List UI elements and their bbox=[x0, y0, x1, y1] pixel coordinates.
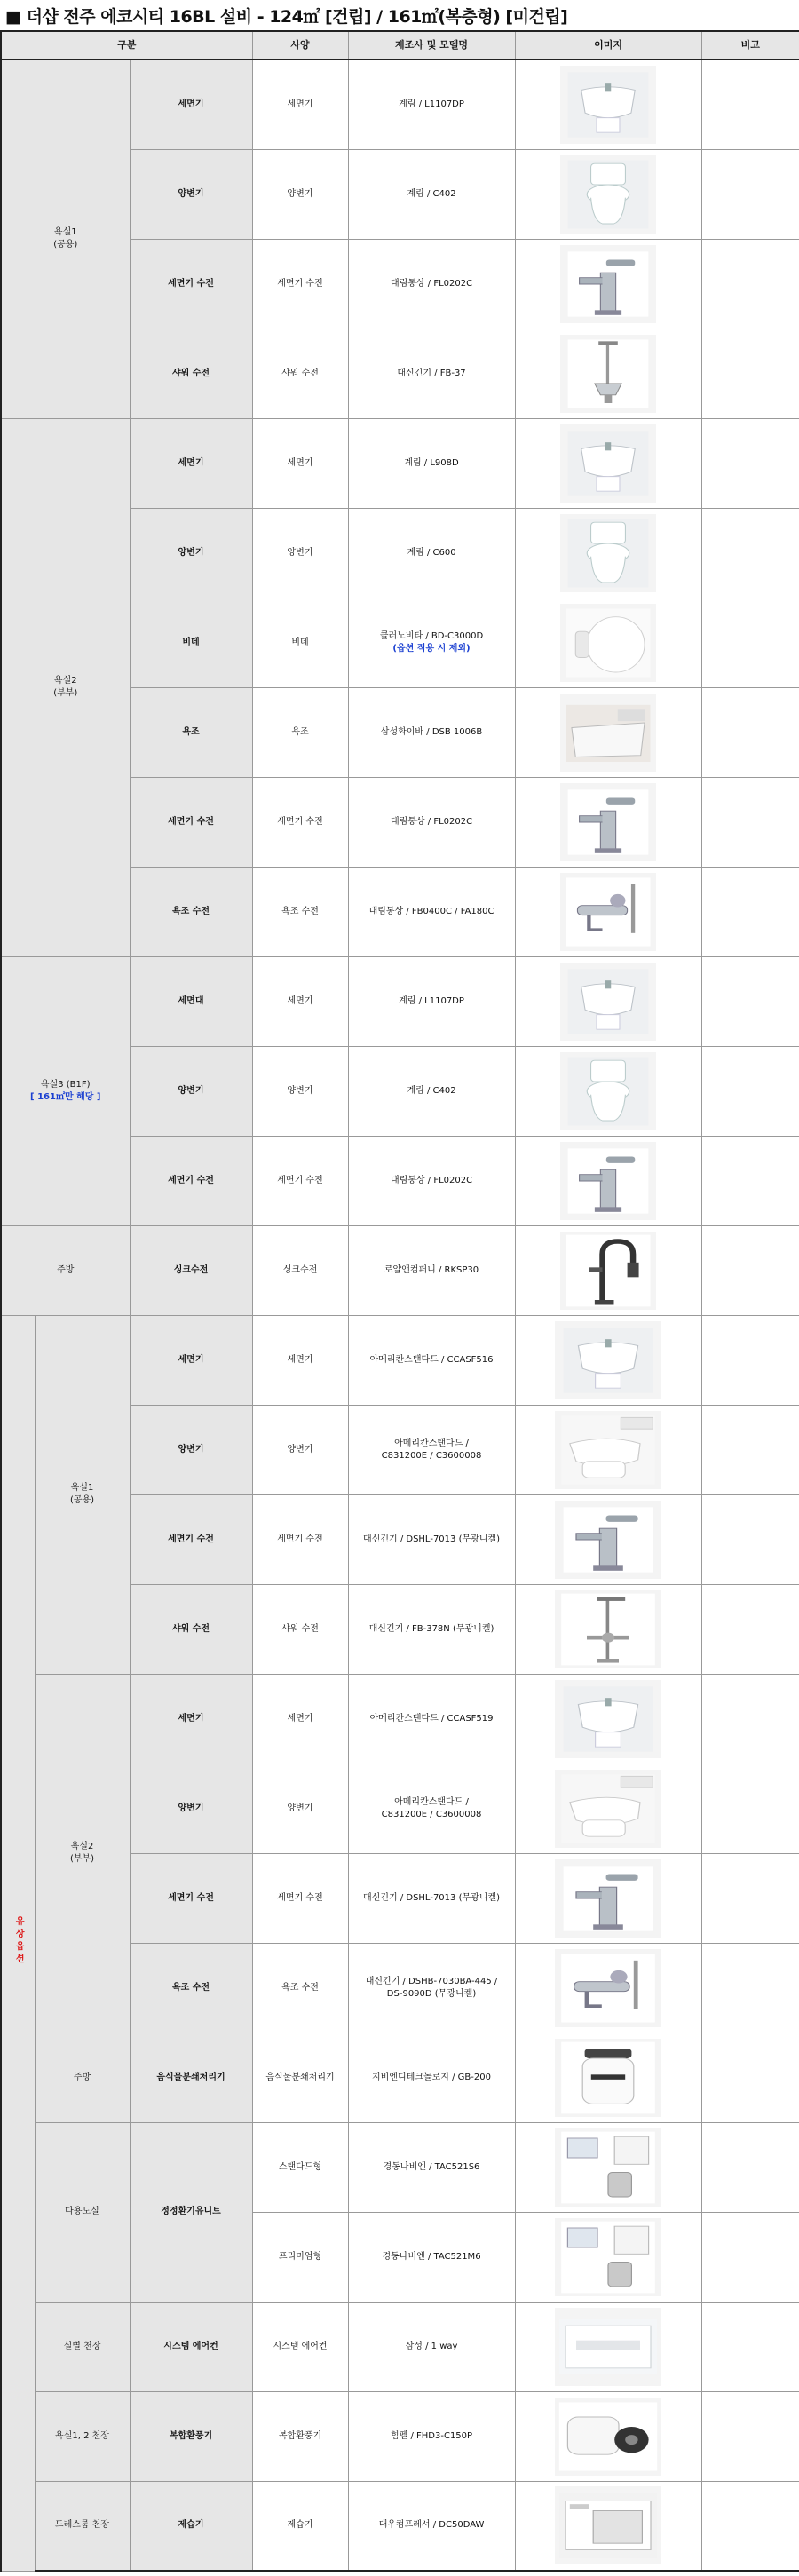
option-label-text: 유상옵션 bbox=[13, 1915, 24, 1966]
maker-cell bbox=[348, 2302, 515, 2391]
image-cell bbox=[515, 1405, 701, 1494]
room-name: 욕실2 bbox=[53, 676, 77, 686]
image-cell bbox=[515, 329, 701, 418]
item-name: 샤워 수전 bbox=[130, 329, 252, 418]
maker-cell bbox=[348, 1674, 515, 1764]
maker-text: 계림 / C402 bbox=[407, 188, 456, 199]
room-name: 욕실1 bbox=[70, 1483, 94, 1493]
spec-cell: 양변기 bbox=[252, 1405, 348, 1494]
table-row bbox=[1, 1315, 799, 1405]
table-row bbox=[1, 956, 799, 1046]
table-row bbox=[1, 59, 799, 149]
spec-cell: 샤워 수전 bbox=[252, 1584, 348, 1674]
maker-text: 대신긴기 / DSHB-7030BA-445 / bbox=[365, 1976, 498, 1986]
table-row bbox=[1, 1674, 799, 1764]
maker-text: 계림 / L1107DP bbox=[399, 995, 464, 1006]
room-sub: [ 161㎡만 해당 ] bbox=[30, 1091, 101, 1102]
maker-cell bbox=[348, 1405, 515, 1494]
room-label bbox=[35, 2481, 130, 2571]
image-cell bbox=[515, 1046, 701, 1136]
maker-text: 삼성 / 1 way bbox=[405, 2341, 458, 2351]
maker-text-2: DS-9090D (무광니켈) bbox=[386, 1988, 477, 1999]
room-name: 드레스룸 천장 bbox=[54, 2520, 110, 2531]
image-cell bbox=[515, 2391, 701, 2481]
item-name: 욕조 bbox=[130, 687, 252, 777]
spec-cell: 스탠다드형 bbox=[252, 2122, 348, 2212]
maker-text: 대신긴기 / DSHL-7013 (무광니켈) bbox=[363, 1892, 501, 1903]
maker-text: 힘펠 / FHD3-C150P bbox=[390, 2430, 473, 2441]
maker-cell bbox=[348, 2481, 515, 2571]
maker-cell bbox=[348, 1225, 515, 1315]
maker-text: 대림통상 / FL0202C bbox=[390, 816, 473, 827]
image-cell bbox=[515, 1225, 701, 1315]
item-name: 비데 bbox=[130, 598, 252, 687]
maker-text: 콜러노비타 / BD-C3000D bbox=[379, 630, 484, 641]
image-cell bbox=[515, 2122, 701, 2212]
note-cell bbox=[701, 2212, 799, 2302]
maker-cell bbox=[348, 1136, 515, 1225]
spec-cell: 세면기 수전 bbox=[252, 777, 348, 867]
maker-text: 아메리칸스탠다드 / bbox=[394, 1796, 469, 1807]
item-name: 세면기 수전 bbox=[130, 1494, 252, 1584]
table-row bbox=[1, 2033, 799, 2122]
item-name: 양변기 bbox=[130, 1046, 252, 1136]
room-label bbox=[1, 1225, 130, 1315]
maker-cell bbox=[348, 59, 515, 149]
maker-cell bbox=[348, 687, 515, 777]
image-cell bbox=[515, 2481, 701, 2571]
header-note: 비고 bbox=[701, 31, 799, 59]
item-name: 샤워 수전 bbox=[130, 1584, 252, 1674]
room-label bbox=[35, 2122, 130, 2302]
image-cell bbox=[515, 956, 701, 1046]
bath-fan-icon bbox=[555, 2398, 661, 2476]
note-cell bbox=[701, 1405, 799, 1494]
image-cell bbox=[515, 867, 701, 956]
image-cell bbox=[515, 2212, 701, 2302]
faucet-icon bbox=[560, 245, 656, 323]
bath-faucet-icon bbox=[560, 873, 656, 951]
shower-faucet-icon bbox=[560, 335, 656, 413]
maker-text: 아메리칸스탠다드 / bbox=[394, 1438, 469, 1448]
spec-cell: 욕조 수전 bbox=[252, 867, 348, 956]
maker-cell bbox=[348, 956, 515, 1046]
spec-cell: 세면기 bbox=[252, 59, 348, 149]
note-cell bbox=[701, 59, 799, 149]
spec-cell: 비데 bbox=[252, 598, 348, 687]
item-name: 세면기 bbox=[130, 418, 252, 508]
image-cell bbox=[515, 1136, 701, 1225]
maker-text: 대신긴기 / FB-378N (무광니켈) bbox=[368, 1623, 494, 1634]
room-name: 다용도실 bbox=[65, 2207, 99, 2216]
header-row bbox=[1, 31, 799, 59]
image-cell bbox=[515, 2302, 701, 2391]
image-cell bbox=[515, 598, 701, 687]
note-cell bbox=[701, 1764, 799, 1853]
item-name: 욕조 수전 bbox=[130, 1943, 252, 2033]
room-label bbox=[35, 2302, 130, 2391]
spec-cell: 음식물분쇄처리기 bbox=[252, 2033, 348, 2122]
image-cell bbox=[515, 1853, 701, 1943]
room-label bbox=[1, 956, 130, 1225]
image-cell bbox=[515, 149, 701, 239]
maker-text: 대신긴기 / DSHL-7013 (무광니켈) bbox=[363, 1534, 501, 1544]
room-name: 주방 bbox=[57, 1264, 75, 1275]
item-name: 시스템 에어컨 bbox=[130, 2302, 252, 2391]
note-cell bbox=[701, 418, 799, 508]
note-cell bbox=[701, 2302, 799, 2391]
item-name: 정정환기유니트 bbox=[130, 2122, 252, 2302]
item-name: 세면기 bbox=[130, 59, 252, 149]
maker-cell bbox=[348, 1584, 515, 1674]
faucet-icon bbox=[560, 1142, 656, 1220]
note-cell bbox=[701, 508, 799, 598]
maker-cell bbox=[348, 1853, 515, 1943]
faucet-icon bbox=[555, 1859, 661, 1938]
maker-text: 계림 / L1107DP bbox=[399, 99, 464, 109]
washbasin-icon bbox=[560, 963, 656, 1041]
image-cell bbox=[515, 1584, 701, 1674]
image-cell bbox=[515, 1315, 701, 1405]
note-cell bbox=[701, 1494, 799, 1584]
spec-cell: 샤워 수전 bbox=[252, 329, 348, 418]
faucet-icon bbox=[560, 783, 656, 861]
washbasin-icon bbox=[555, 1680, 661, 1758]
sink-faucet-icon bbox=[560, 1232, 656, 1310]
note-cell bbox=[701, 598, 799, 687]
item-name: 세면기 수전 bbox=[130, 777, 252, 867]
spec-cell: 세면기 bbox=[252, 418, 348, 508]
header-image: 이미지 bbox=[515, 31, 701, 59]
maker-text: 대림통상 / FL0202C bbox=[390, 278, 473, 289]
bidet-icon bbox=[560, 604, 656, 682]
item-name: 음식물분쇄처리기 bbox=[130, 2033, 252, 2122]
toilet-icon bbox=[560, 155, 656, 234]
note-cell bbox=[701, 2391, 799, 2481]
spec-cell: 욕조 수전 bbox=[252, 1943, 348, 2033]
room-name: 욕실1 bbox=[53, 227, 77, 238]
note-cell bbox=[701, 777, 799, 867]
maker-text: 대림통상 / FL0202C bbox=[390, 1175, 473, 1185]
image-cell bbox=[515, 687, 701, 777]
faucet-icon bbox=[555, 1501, 661, 1579]
image-cell bbox=[515, 1943, 701, 2033]
dehumidifier-icon bbox=[555, 2486, 661, 2564]
maker-cell bbox=[348, 2033, 515, 2122]
maker-text: 아메리칸스탠다드 / CCASF519 bbox=[369, 1713, 494, 1724]
maker-text: 로얄앤컴퍼니 / RKSP30 bbox=[384, 1264, 479, 1275]
item-name: 세면기 수전 bbox=[130, 1853, 252, 1943]
maker-text: 대림통상 / FB0400C / FA180C bbox=[368, 906, 494, 916]
note-cell bbox=[701, 687, 799, 777]
room-name: 욕실3 (B1F) bbox=[40, 1079, 91, 1090]
maker-text: 아메리칸스탠다드 / CCASF516 bbox=[369, 1354, 494, 1365]
room-name: 실별 천장 bbox=[63, 2341, 101, 2351]
note-cell bbox=[701, 956, 799, 1046]
smart-toilet-icon bbox=[555, 1411, 661, 1489]
maker-cell bbox=[348, 777, 515, 867]
maker-cell bbox=[348, 239, 515, 329]
image-cell bbox=[515, 1494, 701, 1584]
spec-cell: 양변기 bbox=[252, 149, 348, 239]
maker-cell bbox=[348, 329, 515, 418]
item-name: 세면기 bbox=[130, 1674, 252, 1764]
shower-column-icon bbox=[555, 1590, 661, 1668]
image-cell bbox=[515, 239, 701, 329]
item-name: 세면기 수전 bbox=[130, 1136, 252, 1225]
room-sub: (공용) bbox=[69, 1495, 95, 1505]
room-label bbox=[1, 59, 130, 418]
table-body bbox=[1, 59, 799, 2571]
spec-cell: 양변기 bbox=[252, 508, 348, 598]
maker-text: 대우컴프레셔 / DC50DAW bbox=[378, 2520, 485, 2531]
maker-cell bbox=[348, 2212, 515, 2302]
item-name: 세면기 bbox=[130, 1315, 252, 1405]
spec-cell: 양변기 bbox=[252, 1046, 348, 1136]
ventilation-unit-icon bbox=[555, 2218, 661, 2296]
item-name: 싱크수전 bbox=[130, 1225, 252, 1315]
maker-cell bbox=[348, 418, 515, 508]
maker-cell bbox=[348, 149, 515, 239]
spec-cell: 세면기 수전 bbox=[252, 1494, 348, 1584]
washbasin-icon bbox=[560, 66, 656, 144]
table-row bbox=[1, 418, 799, 508]
room-sub: (공용) bbox=[53, 240, 78, 250]
toilet-icon bbox=[560, 514, 656, 592]
spec-cell: 복합환풍기 bbox=[252, 2391, 348, 2481]
item-name: 세면기 수전 bbox=[130, 239, 252, 329]
maker-cell bbox=[348, 867, 515, 956]
ceiling-aircon-icon bbox=[555, 2308, 661, 2386]
maker-cell bbox=[348, 2122, 515, 2212]
maker-text: 대신긴기 / FB-37 bbox=[397, 368, 466, 378]
note-cell bbox=[701, 1136, 799, 1225]
note-cell bbox=[701, 1046, 799, 1136]
note-cell bbox=[701, 1225, 799, 1315]
image-cell bbox=[515, 777, 701, 867]
bath-faucet-icon bbox=[555, 1949, 661, 2027]
note-cell bbox=[701, 2481, 799, 2571]
spec-cell: 세면기 수전 bbox=[252, 1136, 348, 1225]
table-row bbox=[1, 2122, 799, 2212]
maker-cell bbox=[348, 1046, 515, 1136]
equipment-table bbox=[0, 30, 799, 2572]
item-name: 복합환풍기 bbox=[130, 2391, 252, 2481]
room-sub: (부부) bbox=[69, 1854, 95, 1864]
room-name: 주방 bbox=[73, 2072, 91, 2082]
maker-cell bbox=[348, 1764, 515, 1853]
maker-cell bbox=[348, 2391, 515, 2481]
note-cell bbox=[701, 867, 799, 956]
spec-cell: 양변기 bbox=[252, 1764, 348, 1853]
item-name: 양변기 bbox=[130, 1764, 252, 1853]
smart-toilet-icon bbox=[555, 1770, 661, 1848]
maker-text: 지비엔디테크놀로지 / GB-200 bbox=[372, 2072, 491, 2082]
header-spec: 사양 bbox=[252, 31, 348, 59]
food-disposer-icon bbox=[555, 2039, 661, 2117]
spec-cell: 시스템 에어컨 bbox=[252, 2302, 348, 2391]
item-name: 제습기 bbox=[130, 2481, 252, 2571]
table-row bbox=[1, 2302, 799, 2391]
image-cell bbox=[515, 418, 701, 508]
room-label bbox=[35, 1315, 130, 1674]
page-title: ■ 더샵 전주 에코시티 16BL 설비 - 124㎡ [건립] / 161㎡(복층형) [미건립] bbox=[5, 7, 568, 27]
header-group: 구분 bbox=[1, 31, 252, 59]
maker-cell bbox=[348, 1315, 515, 1405]
spec-cell: 세면기 bbox=[252, 956, 348, 1046]
note-cell bbox=[701, 1853, 799, 1943]
room-label bbox=[35, 2033, 130, 2122]
item-name: 양변기 bbox=[130, 1405, 252, 1494]
spec-cell: 세면기 수전 bbox=[252, 1853, 348, 1943]
room-sub: (부부) bbox=[53, 688, 78, 698]
item-name: 욕조 수전 bbox=[130, 867, 252, 956]
spec-cell: 세면기 수전 bbox=[252, 239, 348, 329]
note-cell bbox=[701, 1315, 799, 1405]
table-row bbox=[1, 1225, 799, 1315]
image-cell bbox=[515, 2033, 701, 2122]
washbasin-icon bbox=[555, 1321, 661, 1399]
maker-note: (옵션 적용 시 제외) bbox=[392, 643, 471, 654]
image-cell bbox=[515, 508, 701, 598]
maker-text: 경동나비엔 / TAC521M6 bbox=[382, 2251, 481, 2262]
option-label bbox=[1, 1315, 35, 2571]
room-label bbox=[1, 418, 130, 956]
maker-text: 계림 / C600 bbox=[407, 547, 456, 558]
item-name: 양변기 bbox=[130, 508, 252, 598]
room-name: 욕실2 bbox=[70, 1842, 94, 1851]
spec-cell: 욕조 bbox=[252, 687, 348, 777]
maker-cell bbox=[348, 598, 515, 687]
toilet-icon bbox=[560, 1052, 656, 1130]
maker-cell bbox=[348, 1494, 515, 1584]
item-name: 세면대 bbox=[130, 956, 252, 1046]
note-cell bbox=[701, 2033, 799, 2122]
note-cell bbox=[701, 2122, 799, 2212]
bathtub-icon bbox=[560, 694, 656, 772]
spec-cell: 세면기 bbox=[252, 1674, 348, 1764]
note-cell bbox=[701, 1943, 799, 2033]
item-name: 양변기 bbox=[130, 149, 252, 239]
maker-text: 경동나비엔 / TAC521S6 bbox=[383, 2161, 480, 2172]
maker-text: 삼성화이바 / DSB 1006B bbox=[380, 726, 483, 737]
image-cell bbox=[515, 1764, 701, 1853]
image-cell bbox=[515, 1674, 701, 1764]
spec-cell: 싱크수전 bbox=[252, 1225, 348, 1315]
maker-text: 계림 / L908D bbox=[404, 457, 459, 468]
spec-cell: 프리미엄형 bbox=[252, 2212, 348, 2302]
ventilation-unit-icon bbox=[555, 2128, 661, 2207]
note-cell bbox=[701, 1674, 799, 1764]
note-cell bbox=[701, 239, 799, 329]
maker-text-2: C831200E / C3600008 bbox=[381, 1809, 482, 1819]
table-row bbox=[1, 2481, 799, 2571]
table-row bbox=[1, 2391, 799, 2481]
room-name: 욕실1, 2 천장 bbox=[55, 2430, 109, 2441]
header-maker: 제조사 및 모델명 bbox=[348, 31, 515, 59]
washbasin-icon bbox=[560, 424, 656, 503]
spec-cell: 제습기 bbox=[252, 2481, 348, 2571]
spec-cell: 세면기 bbox=[252, 1315, 348, 1405]
maker-cell bbox=[348, 508, 515, 598]
room-label bbox=[35, 2391, 130, 2481]
note-cell bbox=[701, 149, 799, 239]
maker-text-2: C831200E / C3600008 bbox=[381, 1450, 482, 1461]
note-cell bbox=[701, 1584, 799, 1674]
maker-text: 계림 / C402 bbox=[407, 1085, 456, 1096]
maker-cell bbox=[348, 1943, 515, 2033]
note-cell bbox=[701, 329, 799, 418]
image-cell bbox=[515, 59, 701, 149]
room-label bbox=[35, 1674, 130, 2033]
